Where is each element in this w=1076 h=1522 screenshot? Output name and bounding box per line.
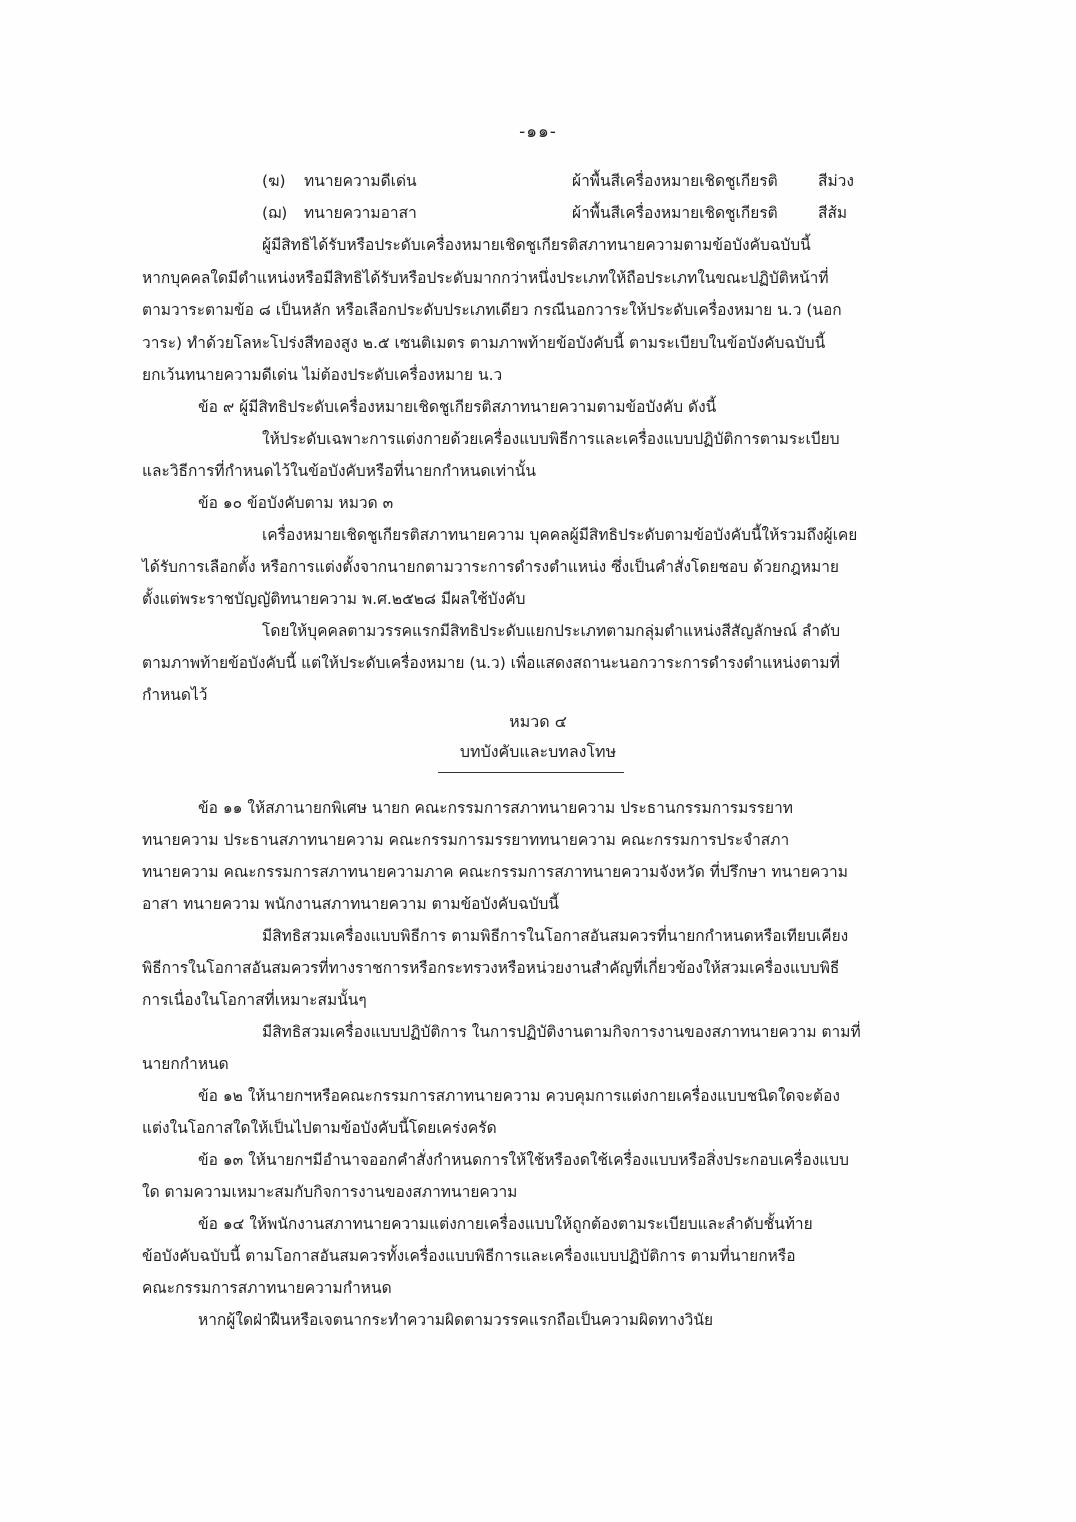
text-line: หากบุคคลใดมีตำแหน่งหรือมีสิทธิได้รับหรือประดับมากกว่าหนึ่งประเภทให้ถือประเภทในขณะปฏิบัติหน้าที่ <box>142 269 829 287</box>
text-line: ให้ประดับเฉพาะการแต่งกายด้วยเครื่องแบบพิธีการและเครื่องแบบปฏิบัติการตามระเบียบ <box>262 430 840 448</box>
item-desc: ผ้าพื้นสีเครื่องหมายเชิดชูเกียรติ <box>572 204 778 222</box>
heading-divider <box>438 772 624 773</box>
item-desc: ผ้าพื้นสีเครื่องหมายเชิดชูเกียรติ <box>572 172 778 190</box>
item-color: สีส้ม <box>818 204 848 222</box>
text-line: ข้อ ๑๒ ให้นายกฯหรือคณะกรรมการสภาทนายความ ควบคุมการแต่งกายเครื่องแบบชนิดใดจะต้อง <box>198 1087 840 1105</box>
text-line: มีสิทธิสวมเครื่องแบบปฏิบัติการ ในการปฏิบัติงานตามกิจการงานของสภาทนายความ ตามที่ <box>262 1023 861 1041</box>
chapter-title: หมวด ๔ <box>509 712 567 731</box>
text-line: ตามภาพท้ายข้อบังคับนี้ แต่ให้ประดับเครื่องหมาย (น.ว) เพื่อแสดงสถานะนอกวาระการดำรงตำแหน่งตามที่ <box>142 654 840 672</box>
item-color: สีม่วง <box>818 172 854 190</box>
item-label: ทนายความดีเด่น <box>304 172 417 190</box>
text-line: ข้อ ๙ ผู้มีสิทธิประดับเครื่องหมายเชิดชูเกียรติสภาทนายความตามข้อบังคับ ดังนี้ <box>198 398 717 416</box>
text-line: ตามวาระตามข้อ ๘ เป็นหลัก หรือเลือกประดับประเภทเดียว กรณีนอกวาระให้ประดับเครื่องหมาย น.ว (นอก <box>142 301 842 319</box>
text-line: กำหนดไว้ <box>142 686 208 704</box>
text-line: ข้อ ๑๐ ข้อบังคับตาม หมวด ๓ <box>198 494 394 512</box>
text-line: นายกกำหนด <box>142 1055 229 1073</box>
text-line: พิธีการในโอกาสอันสมควรที่ทางราชการหรือกระทรวงหรือหน่วยงานสำคัญที่เกี่ยวข้องให้สวมเครื่องแบบพิธี <box>142 959 840 977</box>
text-line: ผู้มีสิทธิได้รับหรือประดับเครื่องหมายเชิดชูเกียรติสภาทนายความตามข้อบังคับฉบับนี้ <box>262 236 811 254</box>
item-label: ทนายความอาสา <box>304 204 417 222</box>
page-number: -๑๑- <box>519 122 557 142</box>
text-line: การเนื่องในโอกาสที่เหมาะสมนั้นๆ <box>142 991 367 1009</box>
text-line: มีสิทธิสวมเครื่องแบบพิธีการ ตามพิธีการในโอกาสอันสมควรที่นายกกำหนดหรือเทียบเคียง <box>262 927 849 945</box>
text-line: ข้อ ๑๔ ให้พนักงานสภาทนายความแต่งกายเครื่องแบบให้ถูกต้องตามระเบียบและลำดับชั้นท้าย <box>198 1215 813 1233</box>
text-line: เครื่องหมายเชิดชูเกียรติสภาทนายความ บุคคลผู้มีสิทธิประดับตามข้อบังคับนี้ให้รวมถึงผู้เคย <box>262 526 858 544</box>
text-line: และวิธีการที่กำหนดไว้ในข้อบังคับหรือที่นายกกำหนดเท่านั้น <box>142 462 536 480</box>
text-line: ทนายความ คณะกรรมการสภาทนายความภาค คณะกรรมการสภาทนายความจังหวัด ที่ปรึกษา ทนายความ <box>142 863 848 881</box>
text-line: ได้รับการเลือกตั้ง หรือการแต่งตั้งจากนายกตามวาระการดำรงตำแหน่ง ซึ่งเป็นคำสั่งโดยชอบ ด้วยกฎหมาย <box>142 558 839 576</box>
text-line: ตั้งแต่พระราชบัญญัติทนายความ พ.ศ.๒๕๒๘ มีผลใช้บังคับ <box>142 590 526 608</box>
text-line: หากผู้ใดฝ่าฝืนหรือเจตนากระทำความผิดตามวรรคแรกถือเป็นความผิดทางวินัย <box>198 1311 714 1329</box>
text-line: คณะกรรมการสภาทนายความกำหนด <box>142 1279 392 1297</box>
chapter-subtitle: บทบังคับและบทลงโทษ <box>459 742 617 761</box>
text-line: ข้อบังคับฉบับนี้ ตามโอกาสอันสมควรทั้งเครื่องแบบพิธีการและเครื่องแบบปฏิบัติการ ตามที่นายกหรือ <box>142 1247 796 1265</box>
text-line: ข้อ ๑๓ ให้นายกฯมีอำนาจออกคำสั่งกำหนดการให้ใช้หรืองดใช้เครื่องแบบหรือสิ่งประกอบเครื่องแบบ <box>198 1151 849 1169</box>
text-line: ใด ตามความเหมาะสมกับกิจการงานของสภาทนายความ <box>142 1183 518 1201</box>
item-letter: (ฆ) <box>262 172 286 190</box>
text-line: แต่งในโอกาสใดให้เป็นไปตามข้อบังคับนี้โดยเคร่งครัด <box>142 1119 497 1137</box>
text-line: วาระ) ทำด้วยโลหะโปร่งสีทองสูง ๒.๕ เซนติเมตร ตามภาพท้ายข้อบังคับนี้ ตามระเบียบในข้อบังคับฉบับนี้ <box>142 334 826 352</box>
text-line: โดยให้บุคคลตามวรรคแรกมีสิทธิประดับแยกประเภทตามกลุ่มตำแหน่งสีสัญลักษณ์ ลำดับ <box>262 622 841 640</box>
text-line: ยกเว้นทนายความดีเด่น ไม่ต้องประดับเครื่องหมาย น.ว <box>142 366 503 384</box>
text-line: ทนายความ ประธานสภาทนายความ คณะกรรมการมรรยาททนายความ คณะกรรมการประจำสภา <box>142 831 790 849</box>
item-letter: (ฌ) <box>262 204 288 222</box>
text-line: ข้อ ๑๑ ให้สภานายกพิเศษ นายก คณะกรรมการสภาทนายความ ประธานกรรมการมรรยาท <box>198 799 793 817</box>
text-line: อาสา ทนายความ พนักงานสภาทนายความ ตามข้อบังคับฉบับนี้ <box>142 895 559 913</box>
